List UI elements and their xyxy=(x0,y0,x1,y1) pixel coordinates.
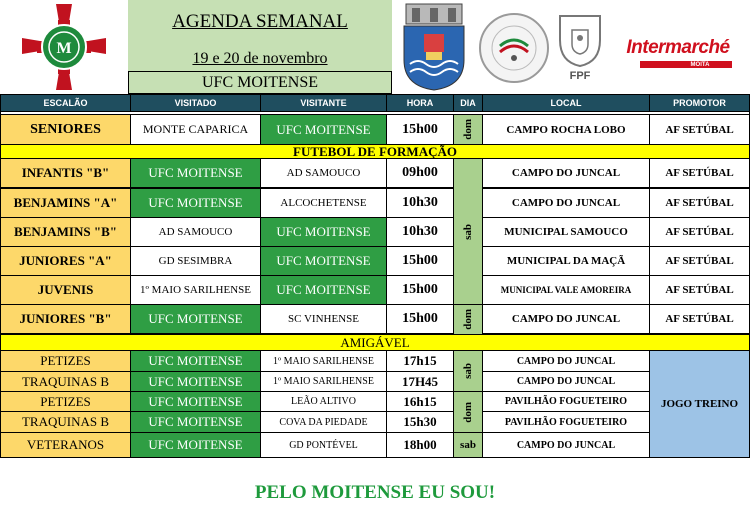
formacao-row-hora: 15h00 xyxy=(387,276,453,304)
seniores-hora: 15h00 xyxy=(387,115,453,144)
formacao-dia-sab xyxy=(454,159,482,304)
col-header-escalao: ESCALÃO xyxy=(1,95,130,111)
seniores-promotor: AF SETÚBAL xyxy=(650,115,749,144)
seniores-dia-text: dom xyxy=(462,119,474,140)
sponsor-logo: Intermarché xyxy=(626,37,730,58)
formacao-row-visitante: UFC MOITENSE xyxy=(261,218,386,246)
formacao-row-hora: 09h00 xyxy=(387,159,453,187)
amigavel-row-visitado: UFC MOITENSE xyxy=(131,392,260,411)
formacao-row-escalao: JUNIORES "A" xyxy=(1,247,130,275)
shield-crest-icon xyxy=(396,2,472,92)
formacao-row-visitante: UFC MOITENSE xyxy=(261,276,386,304)
formacao-row-visitado: AD SAMOUCO xyxy=(131,218,260,246)
section-formacao: FUTEBOL DE FORMAÇÃO xyxy=(1,145,749,158)
formacao-row-promotor: AF SETÚBAL xyxy=(650,305,749,333)
amigavel-row-visitado: UFC MOITENSE xyxy=(131,412,260,432)
formacao-row-local: MUNICIPAL DA MAÇÃ xyxy=(483,247,649,275)
formacao-row-visitado: UFC MOITENSE xyxy=(131,159,260,187)
formacao-row-visitante: SC VINHENSE xyxy=(261,305,386,333)
formacao-row-escalao: INFANTIS "B" xyxy=(1,159,130,187)
amigavel-row-visitante: 1º MAIO SARILHENSE xyxy=(261,351,386,371)
formacao-row-local: CAMPO DO JUNCAL xyxy=(483,189,649,217)
formacao-row-promotor: AF SETÚBAL xyxy=(650,218,749,246)
amigavel-row-visitado: UFC MOITENSE xyxy=(131,372,260,391)
formacao-row-visitante: AD SAMOUCO xyxy=(261,159,386,187)
amigavel-dia-veteranos: sab xyxy=(454,433,482,457)
formacao-row-local: MUNICIPAL SAMOUCO xyxy=(483,218,649,246)
formacao-row-promotor: AF SETÚBAL xyxy=(650,276,749,304)
amigavel-row-visitado: UFC MOITENSE xyxy=(131,433,260,457)
col-header-local: LOCAL xyxy=(483,95,649,111)
formacao-row-local: MUNICIPAL VALE AMOREIRA xyxy=(483,276,649,304)
formacao-row-visitado: GD SESIMBRA xyxy=(131,247,260,275)
amigavel-row-escalao: TRAQUINAS B xyxy=(1,372,130,391)
formacao-row-local: CAMPO DO JUNCAL xyxy=(483,305,649,333)
amigavel-row-escalao: PETIZES xyxy=(1,351,130,371)
formacao-row-hora: 10h30 xyxy=(387,189,453,217)
col-header-visitante: VISITANTE xyxy=(261,95,386,111)
amigavel-row-hora: 17h15 xyxy=(387,351,453,371)
footer-slogan: PELO MOITENSE EU SOU! xyxy=(254,482,496,503)
formacao-row-visitante: UFC MOITENSE xyxy=(261,247,386,275)
formacao-row-escalao: BENJAMINS "A" xyxy=(1,189,130,217)
amigavel-row-visitante: 1º MAIO SARILHENSE xyxy=(261,372,386,391)
formacao-row-hora: 15h00 xyxy=(387,247,453,275)
amigavel-row-local: PAVILHÃO FOGUETEIRO xyxy=(483,412,649,432)
formacao-row-promotor: AF SETÚBAL xyxy=(650,159,749,187)
cross-crest-icon xyxy=(0,0,128,94)
formacao-row-local: CAMPO DO JUNCAL xyxy=(483,159,649,187)
formacao-dia-sab-text: sab xyxy=(462,223,474,240)
amigavel-row-local: PAVILHÃO FOGUETEIRO xyxy=(483,392,649,411)
col-header-promotor: PROMOTOR xyxy=(650,95,749,111)
formacao-row-visitado: UFC MOITENSE xyxy=(131,189,260,217)
formacao-row-escalao: BENJAMINS "B" xyxy=(1,218,130,246)
agenda-date: 19 e 20 de novembro xyxy=(192,50,328,67)
amigavel-row-hora: 16h15 xyxy=(387,392,453,411)
club-name-bar: UFC MOITENSE xyxy=(128,71,392,94)
seniores-escalao: SENIORES xyxy=(1,115,130,144)
amigavel-dia-dom-text: dom xyxy=(462,401,474,423)
seniores-visitado: MONTE CAPARICA xyxy=(131,115,260,144)
amigavel-row-hora: 18h00 xyxy=(387,433,453,457)
agenda-title: AGENDA SEMANAL xyxy=(172,11,348,32)
amigavel-row-escalao: PETIZES xyxy=(1,392,130,411)
amigavel-row-visitante: COVA DA PIEDADE xyxy=(261,412,386,432)
certificate-seal xyxy=(476,10,552,86)
col-header-dia: DIA xyxy=(454,95,482,111)
certificate-seal-icon xyxy=(476,10,552,86)
amigavel-dia-sab xyxy=(454,351,482,391)
amigavel-row-visitante: GD PONTÉVEL xyxy=(261,433,386,457)
seniores-local: CAMPO ROCHA LOBO xyxy=(483,115,649,144)
amigavel-row-hora: 15h30 xyxy=(387,412,453,432)
spacer-row xyxy=(1,112,749,114)
municipal-crest xyxy=(396,2,472,92)
amigavel-row-escalao: TRAQUINAS B xyxy=(1,412,130,432)
amigavel-row-visitante: LEÃO ALTIVO xyxy=(261,392,386,411)
amigavel-row-visitado: UFC MOITENSE xyxy=(131,351,260,371)
section-amigavel: AMIGÁVEL xyxy=(1,335,749,350)
seniores-dia xyxy=(454,115,482,144)
formacao-row-escalao: JUVENIS xyxy=(1,276,130,304)
formacao-row-visitado: UFC MOITENSE xyxy=(131,305,260,333)
club-crest xyxy=(0,0,128,94)
svg-text:M: M xyxy=(56,40,72,57)
seniores-visitante: UFC MOITENSE xyxy=(261,115,386,144)
col-header-visitado: VISITADO xyxy=(131,95,260,111)
formacao-row-promotor: AF SETÚBAL xyxy=(650,247,749,275)
formacao-row-visitado: 1º MAIO SARILHENSE xyxy=(131,276,260,304)
fpf-logo xyxy=(554,12,606,86)
formacao-row-hora: 15h00 xyxy=(387,305,453,333)
formacao-row-escalao: JUNIORES "B" xyxy=(1,305,130,333)
amigavel-promotor: JOGO TREINO xyxy=(650,351,749,457)
amigavel-row-local: CAMPO DO JUNCAL xyxy=(483,433,649,457)
amigavel-dia-dom xyxy=(454,392,482,432)
formacao-row-visitante: ALCOCHETENSE xyxy=(261,189,386,217)
formacao-row-promotor: AF SETÚBAL xyxy=(650,189,749,217)
formacao-row-hora: 10h30 xyxy=(387,218,453,246)
amigavel-row-escalao: VETERANOS xyxy=(1,433,130,457)
sponsor-sub: MOITA xyxy=(690,61,710,68)
amigavel-dia-sab-text: sab xyxy=(462,363,474,379)
amigavel-row-local: CAMPO DO JUNCAL xyxy=(483,372,649,391)
formacao-dia-dom xyxy=(454,305,482,334)
amigavel-row-local: CAMPO DO JUNCAL xyxy=(483,351,649,371)
amigavel-row-hora: 17H45 xyxy=(387,372,453,391)
formacao-dia-dom-text: dom xyxy=(462,309,474,330)
fpf-text: FPF xyxy=(569,70,591,82)
col-header-hora: HORA xyxy=(387,95,453,111)
fpf-crest-icon xyxy=(554,12,606,68)
